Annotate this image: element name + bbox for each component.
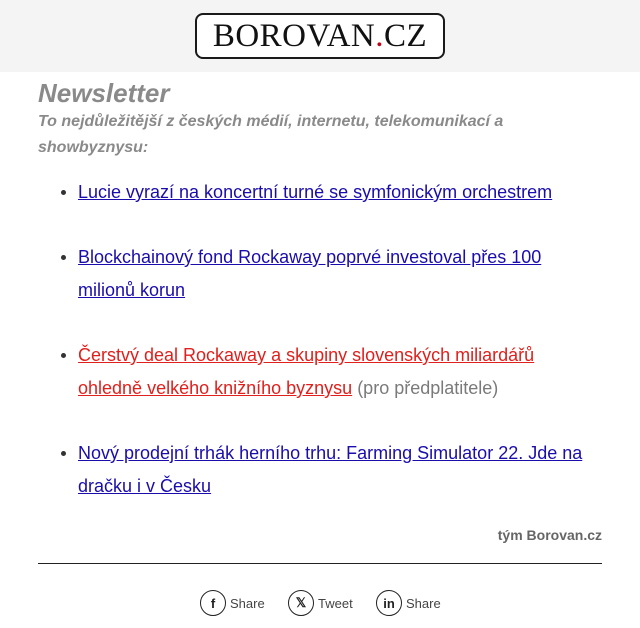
article-item [38, 437, 602, 503]
bullet-icon [61, 451, 66, 456]
subscriber-note: (pro předplatitele) [352, 378, 499, 398]
divider [38, 563, 602, 564]
article-item [38, 176, 602, 209]
article-link[interactable]: Lucie vyrazí na koncertní turné se symfonickým orchestrem [78, 182, 553, 202]
logo-main-text: BOROVAN [212, 17, 376, 54]
bullet-icon [61, 353, 66, 358]
newsletter-intro [38, 78, 602, 161]
newsletter-title: Newsletter [38, 78, 170, 108]
bullet-icon [61, 255, 66, 260]
article-list [38, 176, 602, 535]
facebook-icon: f [200, 590, 226, 616]
share-label: Share [230, 595, 265, 611]
share-bar [0, 588, 640, 628]
linkedin-icon: in [376, 590, 402, 616]
premium-article-link[interactable]: Čerstvý deal Rockaway a skupiny slovenských miliardářů ohledně velkého knižního byznysu [78, 345, 535, 398]
signature: tým Borovan.cz [497, 527, 602, 543]
logo-tld-text: CZ [384, 17, 428, 54]
newsletter-subtitle: To nejdůležitější z českých médií, internetu, telekomunikací a showbyznysu: [38, 113, 504, 156]
article-item [38, 241, 602, 307]
article-link[interactable]: Nový prodejní trhák herního trhu: Farming Simulator 22. Jde na dračku i v Česku [78, 443, 583, 496]
bullet-icon [61, 190, 66, 195]
x-twitter-icon: 𝕏 [288, 590, 314, 616]
borovan-logo[interactable] [195, 13, 445, 59]
share-label: Share [406, 595, 441, 611]
linkedin-share-button[interactable] [376, 590, 441, 616]
tweet-label: Tweet [318, 595, 353, 611]
article-item [38, 339, 602, 405]
header [0, 0, 640, 72]
tweet-button[interactable] [288, 590, 353, 616]
logo-dot: . [375, 17, 384, 54]
facebook-share-button[interactable] [200, 590, 265, 616]
article-link[interactable]: Blockchainový fond Rockaway poprvé investoval přes 100 milionů korun [78, 247, 542, 300]
